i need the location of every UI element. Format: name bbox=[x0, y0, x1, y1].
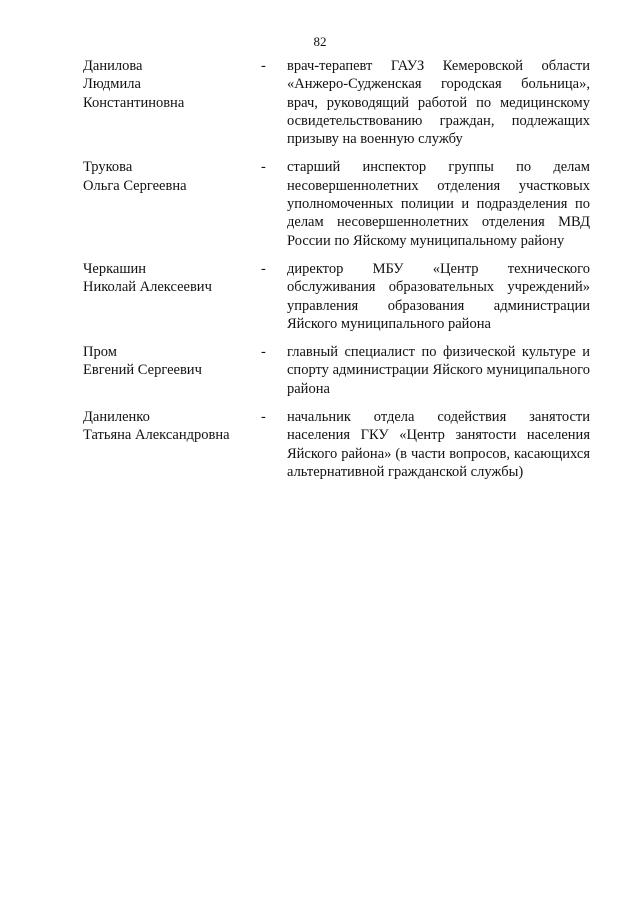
member-name bbox=[83, 343, 261, 380]
member-name bbox=[83, 408, 261, 445]
list-item bbox=[83, 260, 590, 333]
list-item bbox=[83, 158, 590, 249]
member-given-name: Евгений Сергеевич bbox=[83, 362, 202, 379]
separator-dash: - bbox=[261, 260, 266, 277]
member-position: начальник отдела содействия занятости населения ГКУ «Центр занятости населения Яйского района» (в части вопросов, касающихся альтернативной гражданской службы) bbox=[287, 409, 590, 480]
member-given-name: Татьяна Александровна bbox=[83, 427, 230, 444]
member-name bbox=[83, 158, 261, 195]
member-given-name: Ольга Сергеевна bbox=[83, 177, 187, 194]
member-patronymic: Константиновна bbox=[83, 94, 185, 111]
member-surname: Черкашин bbox=[83, 260, 147, 277]
separator-dash: - bbox=[261, 58, 266, 74]
member-name bbox=[83, 57, 261, 112]
member-given-name: Николай Алексеевич bbox=[83, 279, 212, 296]
member-list bbox=[83, 57, 590, 491]
member-surname: Трукова bbox=[83, 159, 133, 176]
member-surname: Даниленко bbox=[83, 409, 150, 426]
list-item bbox=[83, 343, 590, 398]
member-position: главный специалист по физической культуре и спорту администрации Яйского муниципального района bbox=[287, 344, 590, 397]
separator-dash: - bbox=[261, 409, 266, 426]
list-item bbox=[83, 57, 590, 148]
separator-dash: - bbox=[261, 159, 266, 176]
member-position: врач-терапевт ГАУЗ Кемеровской области «Анжеро-Судженская городская больница», врач, руководящий работой по медицинскому освидетельствованию граждан, подлежащих призыву на военную службу bbox=[287, 58, 590, 148]
page-number: 82 bbox=[313, 34, 327, 49]
member-surname: Данилова bbox=[83, 58, 143, 74]
member-position: старший инспектор группы по делам несовершеннолетних отделения участковых уполномоченных полиции и подразделения по делам несовершеннолетних отделения МВД России по Яйскому муниципальному району bbox=[287, 159, 590, 249]
member-given-name: Людмила bbox=[83, 76, 141, 93]
member-name bbox=[83, 260, 261, 297]
list-item bbox=[83, 408, 590, 481]
member-surname: Пром bbox=[83, 344, 117, 361]
separator-dash: - bbox=[261, 344, 266, 361]
member-position: директор МБУ «Центр технического обслуживания образовательных учреждений» управления образования администрации Яйского муниципального района bbox=[287, 260, 590, 332]
